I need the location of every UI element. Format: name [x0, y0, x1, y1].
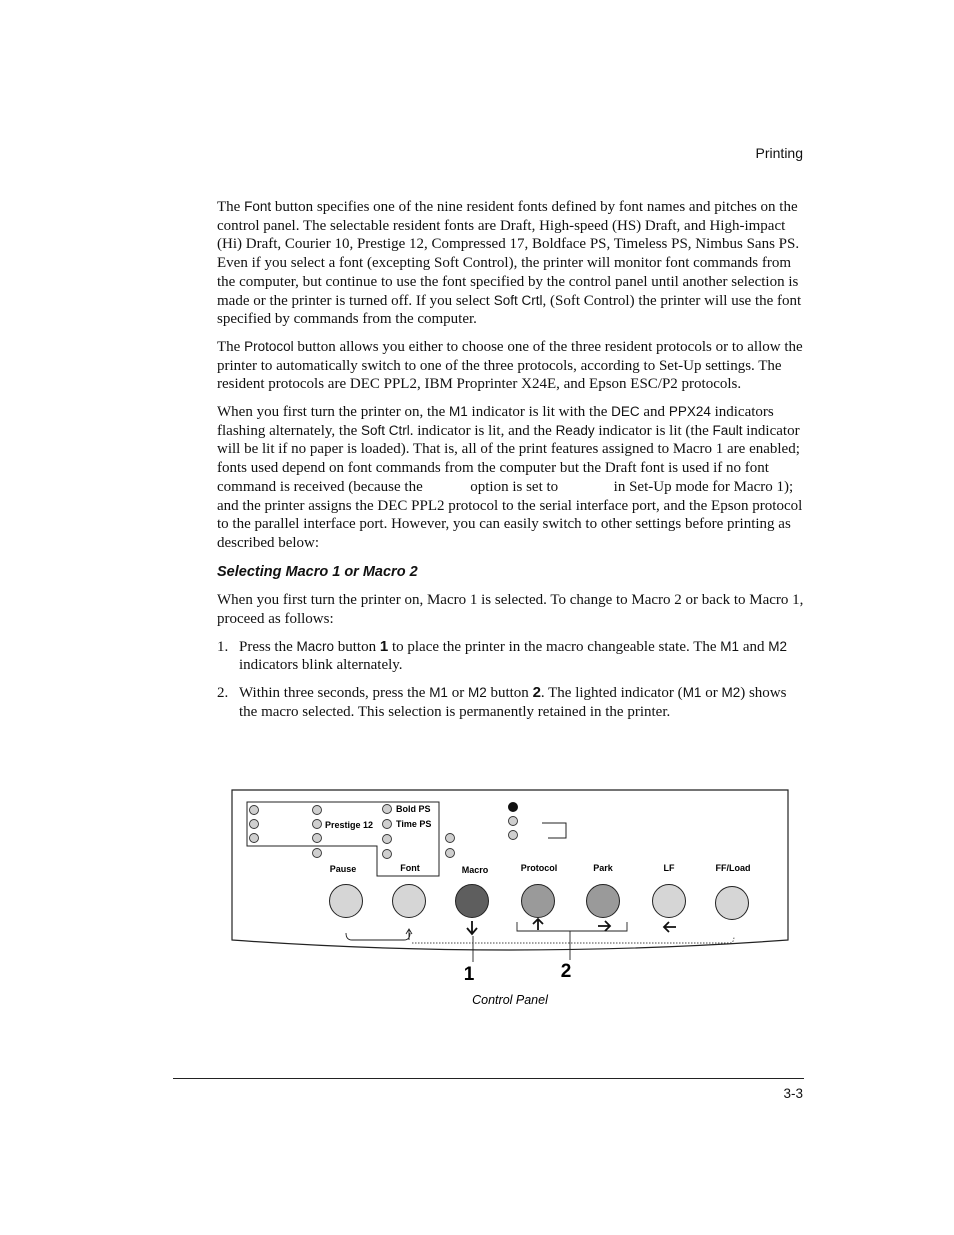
text-run: Press the: [239, 638, 297, 655]
ready-ref: Ready: [555, 422, 595, 438]
lf-button[interactable]: [653, 885, 686, 918]
indicator-led: [313, 820, 322, 829]
m1-ref: M1: [449, 404, 468, 420]
m2-ref: M2: [467, 685, 487, 701]
callout-ref: 1: [379, 637, 389, 655]
m1-ref: M1: [682, 685, 702, 701]
text-run: button: [486, 685, 533, 702]
macro-select-paragraph: When you first turn the printer on, Macro 1 is selected. To change to Macro 2 or back to Macro 1, proceed as follows:: [217, 592, 804, 628]
font-button-ref: Font: [244, 199, 272, 214]
step-number: 1.: [217, 638, 229, 655]
font-label: Font: [400, 863, 420, 873]
indicator-led: [250, 820, 259, 829]
callout-ref: 2: [532, 684, 541, 702]
text-run: . indicator is lit, and the: [409, 422, 556, 439]
time-ps-label: Time PS: [396, 819, 432, 829]
m2-ref: M2: [721, 685, 741, 701]
steps-list: [217, 638, 807, 722]
indicator-led: [446, 834, 455, 843]
text-run: ) shows the macro selected. This selection is permanently retained in the printer.: [239, 685, 787, 720]
text-run: indicators blink alternately.: [239, 657, 403, 674]
bold-ps-label: Bold PS: [396, 804, 431, 814]
body-text: [217, 198, 807, 731]
figure-caption: Control Panel: [472, 993, 548, 1007]
protocol-button[interactable]: [522, 885, 555, 918]
page-number: 3-3: [783, 1086, 803, 1101]
soft-crtl-ref: Soft Crtl: [493, 292, 543, 308]
text-run: button specifies one of the nine resident fonts defined by font names and pitches on the control panel. The selectable resident fonts are Draft, High-speed (HS) Draft, and High-impact (Hi) Draft, Courier 10, Prestige 12, Compressed 17, Boldface PS, Timeless PS, Nimbus Sans PS. Even if you select a font (excepting Soft Control), the printer will monitor font commands from the computer, but continue to use the font specified by the control panel until another selection is made or the printer is turned off. If you select: [217, 199, 800, 309]
list-item: [217, 684, 807, 721]
subheading: Selecting Macro 1 or Macro 2: [217, 563, 418, 580]
lf-label: LF: [663, 863, 675, 873]
indicator-led: [383, 835, 392, 844]
prestige-label: Prestige 12: [325, 820, 374, 830]
text-run: The: [217, 199, 245, 215]
protocol-label: Protocol: [520, 863, 558, 873]
text-run: indicator is lit with the: [467, 404, 612, 421]
text-run: and: [639, 404, 669, 421]
text-run: button allows you either to choose one of the three resident protocols or to allow the printer to automatically switch to one of the three protocols, according to Set-Up settings. The resident protocols are DEC PPL2, IBM Proprinter X24E, and Epson ESC/P2 protocols.: [217, 338, 803, 393]
first-on-paragraph: [217, 403, 807, 553]
text-run: When you first turn the printer on, the: [217, 404, 450, 421]
indicator-led: [446, 849, 455, 858]
indicator-led: [313, 849, 322, 858]
indicator-led: [383, 820, 392, 829]
callout-2: 2: [560, 961, 572, 982]
m1-ref: M1: [429, 685, 448, 701]
m2-ref: M2: [768, 638, 787, 654]
callout-1: 1: [463, 964, 475, 985]
text-run: in Set-Up mode for Macro 1); and the printer assigns the DEC PPL2 protocol to the serial interface port, and the Epson protocol to the parallel interface port. However, you can easily switch to other settings before printing as described below:: [217, 478, 803, 551]
macro-button[interactable]: [456, 885, 489, 918]
text-run: and: [739, 638, 769, 655]
fault-ref: Fault: [712, 422, 743, 438]
text-run: indicator will be lit if no paper is loaded). That is, all of the print features assigned to Macro 1 are enabled; fonts used depend on font commands from the computer but the Draft font is used if no font command is received (because the: [217, 422, 800, 495]
list-item: [217, 638, 807, 675]
m1-ref: M1: [720, 638, 740, 654]
text-run: . The lighted indicator (: [540, 685, 683, 702]
text-run: to place the printer in the macro changeable state. The: [388, 638, 721, 655]
ff-load-label: FF/Load: [715, 863, 751, 873]
text-run: Within three seconds, press the: [239, 685, 430, 702]
text-run: The: [217, 338, 245, 355]
text-run: indicators flashing alternately, the: [217, 404, 774, 439]
pause-button[interactable]: [330, 885, 363, 918]
indicator-led: [509, 817, 518, 826]
dec-ref: DEC: [611, 404, 640, 420]
park-button[interactable]: [587, 885, 620, 918]
protocol-button-ref: Protocol: [244, 338, 294, 354]
indicator-led: [383, 850, 392, 859]
indicator-led-lit: [509, 803, 518, 812]
indicator-led: [383, 805, 392, 814]
pause-label: Pause: [329, 864, 357, 874]
indicator-led: [250, 806, 259, 815]
running-header: Printing: [755, 145, 803, 161]
protocol-paragraph: [217, 338, 807, 394]
footer-rule: [173, 1078, 804, 1079]
indicator-led: [313, 806, 322, 815]
font-paragraph: [217, 198, 807, 329]
text-run: or: [701, 685, 722, 702]
step-number: 2.: [217, 685, 229, 702]
text-run: button: [334, 638, 380, 655]
text-run: option is set to: [466, 478, 562, 495]
text-run: indicator is lit (the: [594, 422, 713, 439]
ff-load-button[interactable]: [716, 887, 749, 920]
text-run: or: [447, 685, 468, 702]
ppx24-ref: PPX24: [668, 404, 711, 420]
macro-ref: Macro: [296, 638, 335, 654]
park-label: Park: [593, 863, 613, 873]
soft-ctrl-ref: Soft Ctrl: [360, 422, 410, 438]
indicator-led: [250, 834, 259, 843]
indicator-led: [313, 834, 322, 843]
macro-label: Macro: [461, 865, 489, 875]
text-run: , (Soft Control) the printer will use the font specified by commands from the computer.: [217, 292, 802, 328]
indicator-led: [509, 831, 518, 840]
font-button[interactable]: [393, 885, 426, 918]
